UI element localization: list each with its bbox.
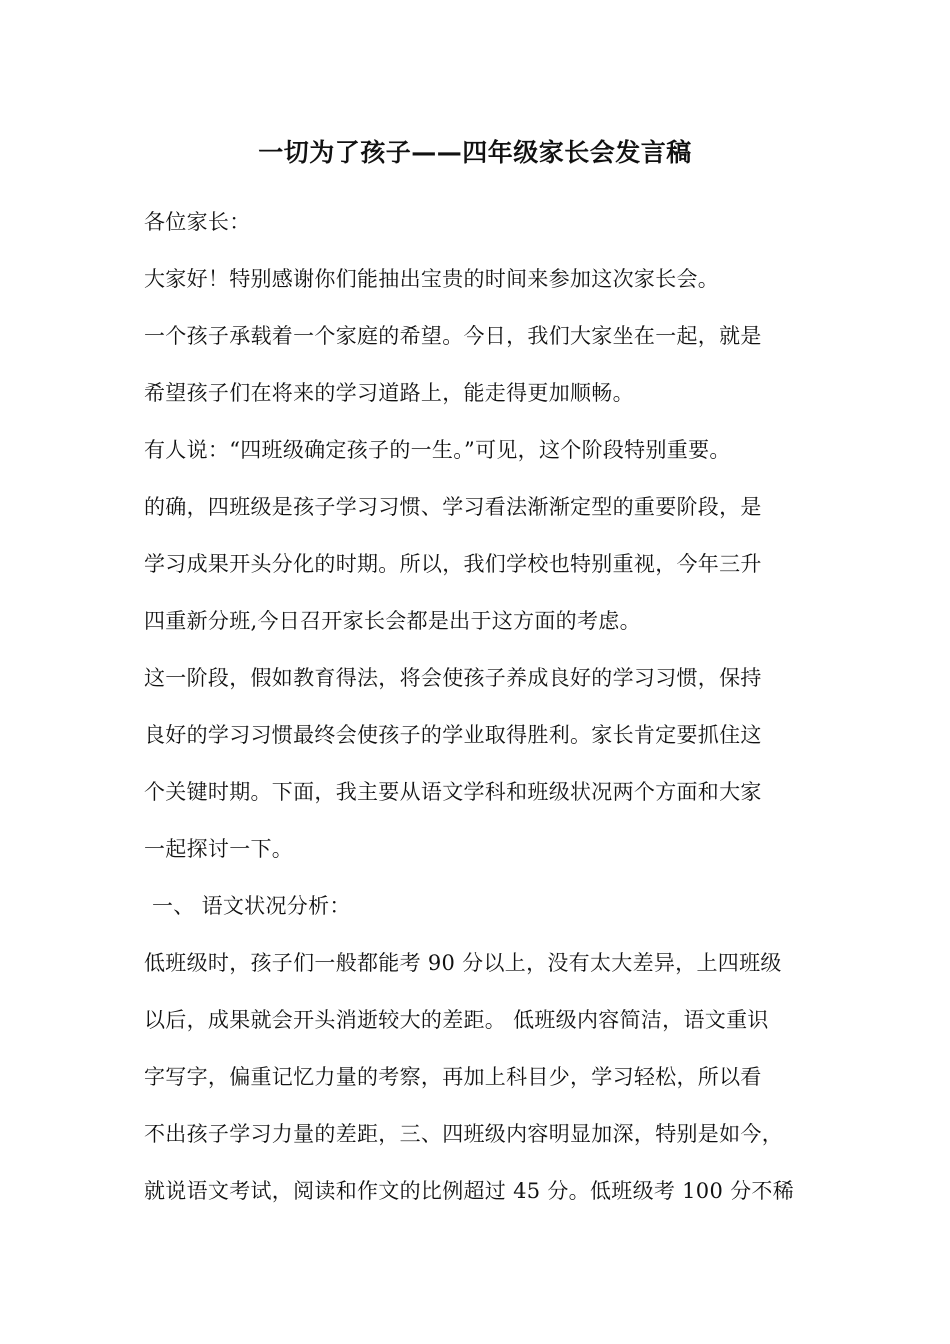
paragraph-line: 以后，成果就会开头消逝较大的差距。 低班级内容简洁，语文重识 bbox=[144, 1008, 769, 1032]
paragraph-line: 希望孩子们在将来的学习道路上，能走得更加顺畅。 bbox=[144, 381, 634, 405]
paragraph-line: 低班级时，孩子们一般都能考 90 分以上，没有太大差异，上四班级 bbox=[144, 951, 782, 975]
paragraph-line: 学习成果开头分化的时期。所以，我们学校也特别重视，今年三升 bbox=[144, 552, 762, 576]
paragraph-line: 一个孩子承载着一个家庭的希望。今日，我们大家坐在一起，就是 bbox=[144, 324, 762, 348]
paragraph-line: 四重新分班,今日召开家长会都是出于这方面的考虑。 bbox=[144, 609, 641, 633]
paragraph-line: 个关键时期。下面，我主要从语文学科和班级状况两个方面和大家 bbox=[144, 780, 762, 804]
paragraph-line: 一起探讨一下。 bbox=[144, 837, 294, 861]
paragraph-line: 的确，四班级是孩子学习习惯、学习看法渐渐定型的重要阶段，是 bbox=[144, 495, 762, 519]
section-heading: 一、 语文状况分析： bbox=[152, 894, 351, 918]
salutation: 各位家长： bbox=[144, 210, 251, 234]
paragraph-line: 良好的学习习惯最终会使孩子的学业取得胜利。家长肯定要抓住这 bbox=[144, 723, 762, 747]
paragraph-line: 大家好！特别感谢你们能抽出宝贵的时间来参加这次家长会。 bbox=[144, 267, 720, 291]
paragraph-line: 不出孩子学习力量的差距，三、四班级内容明显加深，特别是如今， bbox=[144, 1122, 783, 1146]
document-body bbox=[144, 203, 834, 1229]
document-title: 一切为了孩子——四年级家长会发言稿 bbox=[258, 138, 692, 167]
paragraph-line: 就说语文考试，阅读和作文的比例超过 45 分。低班级考 100 分不稀 bbox=[144, 1179, 795, 1203]
paragraph-line: 有人说：“四班级确定孩子的一生。”可见，这个阶段特别重要。 bbox=[144, 438, 731, 462]
paragraph-line: 这一阶段，假如教育得法，将会使孩子养成良好的学习习惯，保持 bbox=[144, 666, 762, 690]
paragraph-line: 字写字，偏重记忆力量的考察，再加上科目少，学习轻松，所以看 bbox=[144, 1065, 762, 1089]
